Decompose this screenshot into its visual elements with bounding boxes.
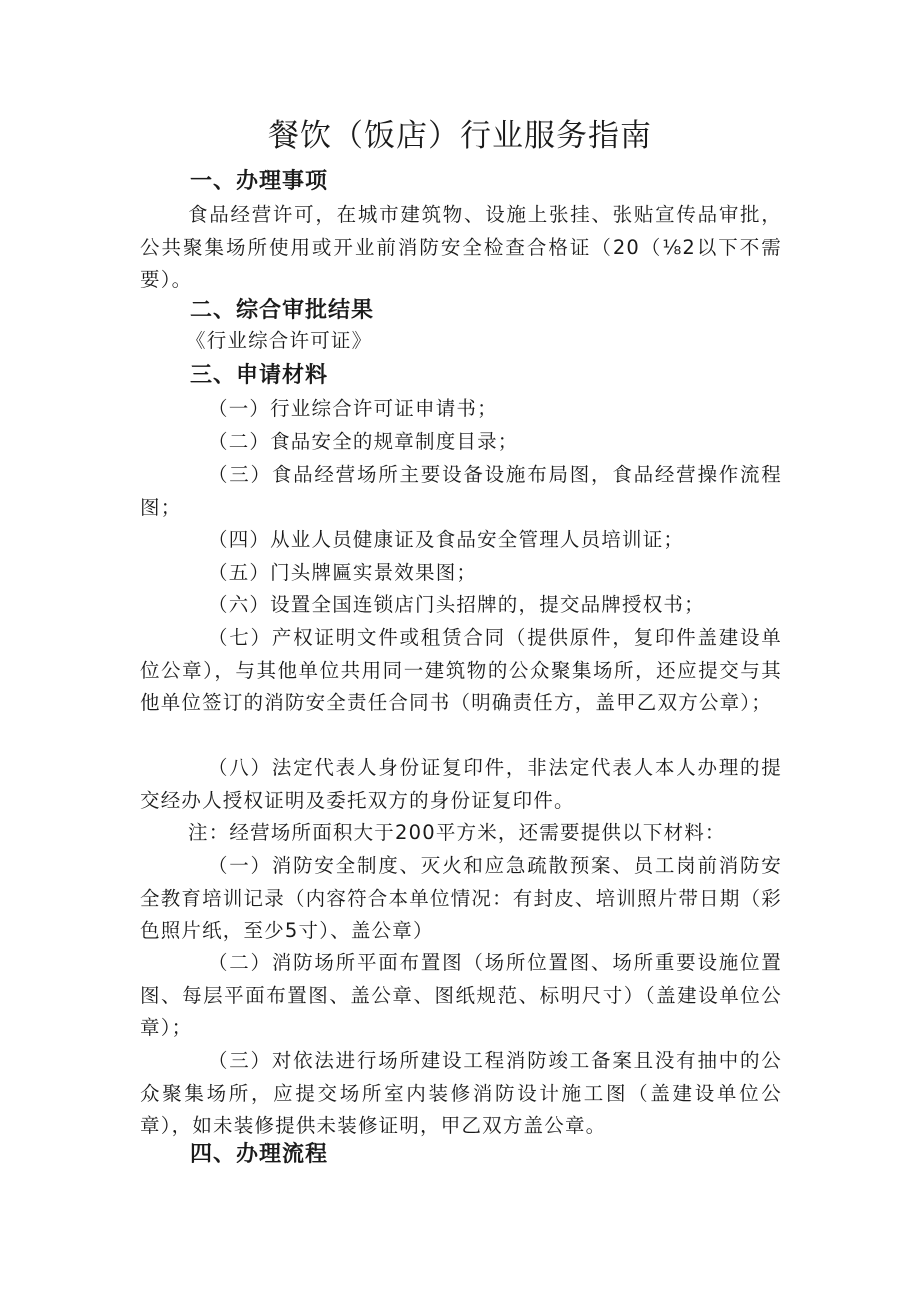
note-item: （三）对依法进行场所建设工程消防竣工备案且没有抽中的公众聚集场所，应提交场所室内装修消防设计施工图（盖建设单位公章），如未装修提供未装修证明，甲乙双方盖公章。 bbox=[140, 1049, 782, 1138]
document-title: 餐饮（饭店）行业服务指南 bbox=[268, 118, 652, 154]
material-item: （六）设置全国连锁店门头招牌的，提交品牌授权书； bbox=[208, 593, 705, 616]
section-1-body: 食品经营许可，在城市建筑物、设施上张挂、张贴宣传品审批，公共聚集场所使用或开业前消防安全检查合格证（20（⅛2以下不需要）。 bbox=[140, 203, 782, 292]
section-2-body: 《行业综合许可证》 bbox=[186, 329, 373, 352]
material-item: （四）从业人员健康证及食品安全管理人员培训证； bbox=[208, 528, 685, 551]
section-heading-1: 一、办理事项 bbox=[190, 169, 329, 194]
material-item: （一）行业综合许可证申请书； bbox=[208, 397, 498, 420]
material-item: （五）门头牌匾实景效果图； bbox=[208, 561, 478, 584]
material-item: （三）食品经营场所主要设备设施布局图，食品经营操作流程图； bbox=[140, 463, 782, 519]
section-heading-3: 三、申请材料 bbox=[190, 363, 329, 388]
note-text: 注：经营场所面积大于200平方米，还需要提供以下材料： bbox=[188, 821, 726, 844]
section-heading-4: 四、办理流程 bbox=[190, 1142, 329, 1167]
note-item: （一）消防安全制度、灭火和应急疏散预案、员工岗前消防安全教育培训记录（内容符合本单位情况：有封皮、培训照片带日期（彩色照片纸，至少5寸）、盖公章） bbox=[140, 854, 782, 943]
note-item: （二）消防场所平面布置图（场所位置图、场所重要设施位置图、每层平面布置图、盖公章、图纸规范、标明尺寸）（盖建设单位公章）； bbox=[140, 951, 782, 1040]
section-heading-2: 二、综合审批结果 bbox=[190, 298, 375, 323]
material-item: （七）产权证明文件或租赁合同（提供原件，复印件盖建设单位公章），与其他单位共用同一建筑物的公众聚集场所，还应提交与其他单位签订的消防安全责任合同书（明确责任方，盖甲乙双方公章）； bbox=[140, 626, 782, 715]
material-item: （二）食品安全的规章制度目录； bbox=[208, 430, 519, 453]
material-item: （八）法定代表人身份证复印件，非法定代表人本人办理的提交经办人授权证明及委托双方的身份证复印件。 bbox=[140, 756, 782, 812]
